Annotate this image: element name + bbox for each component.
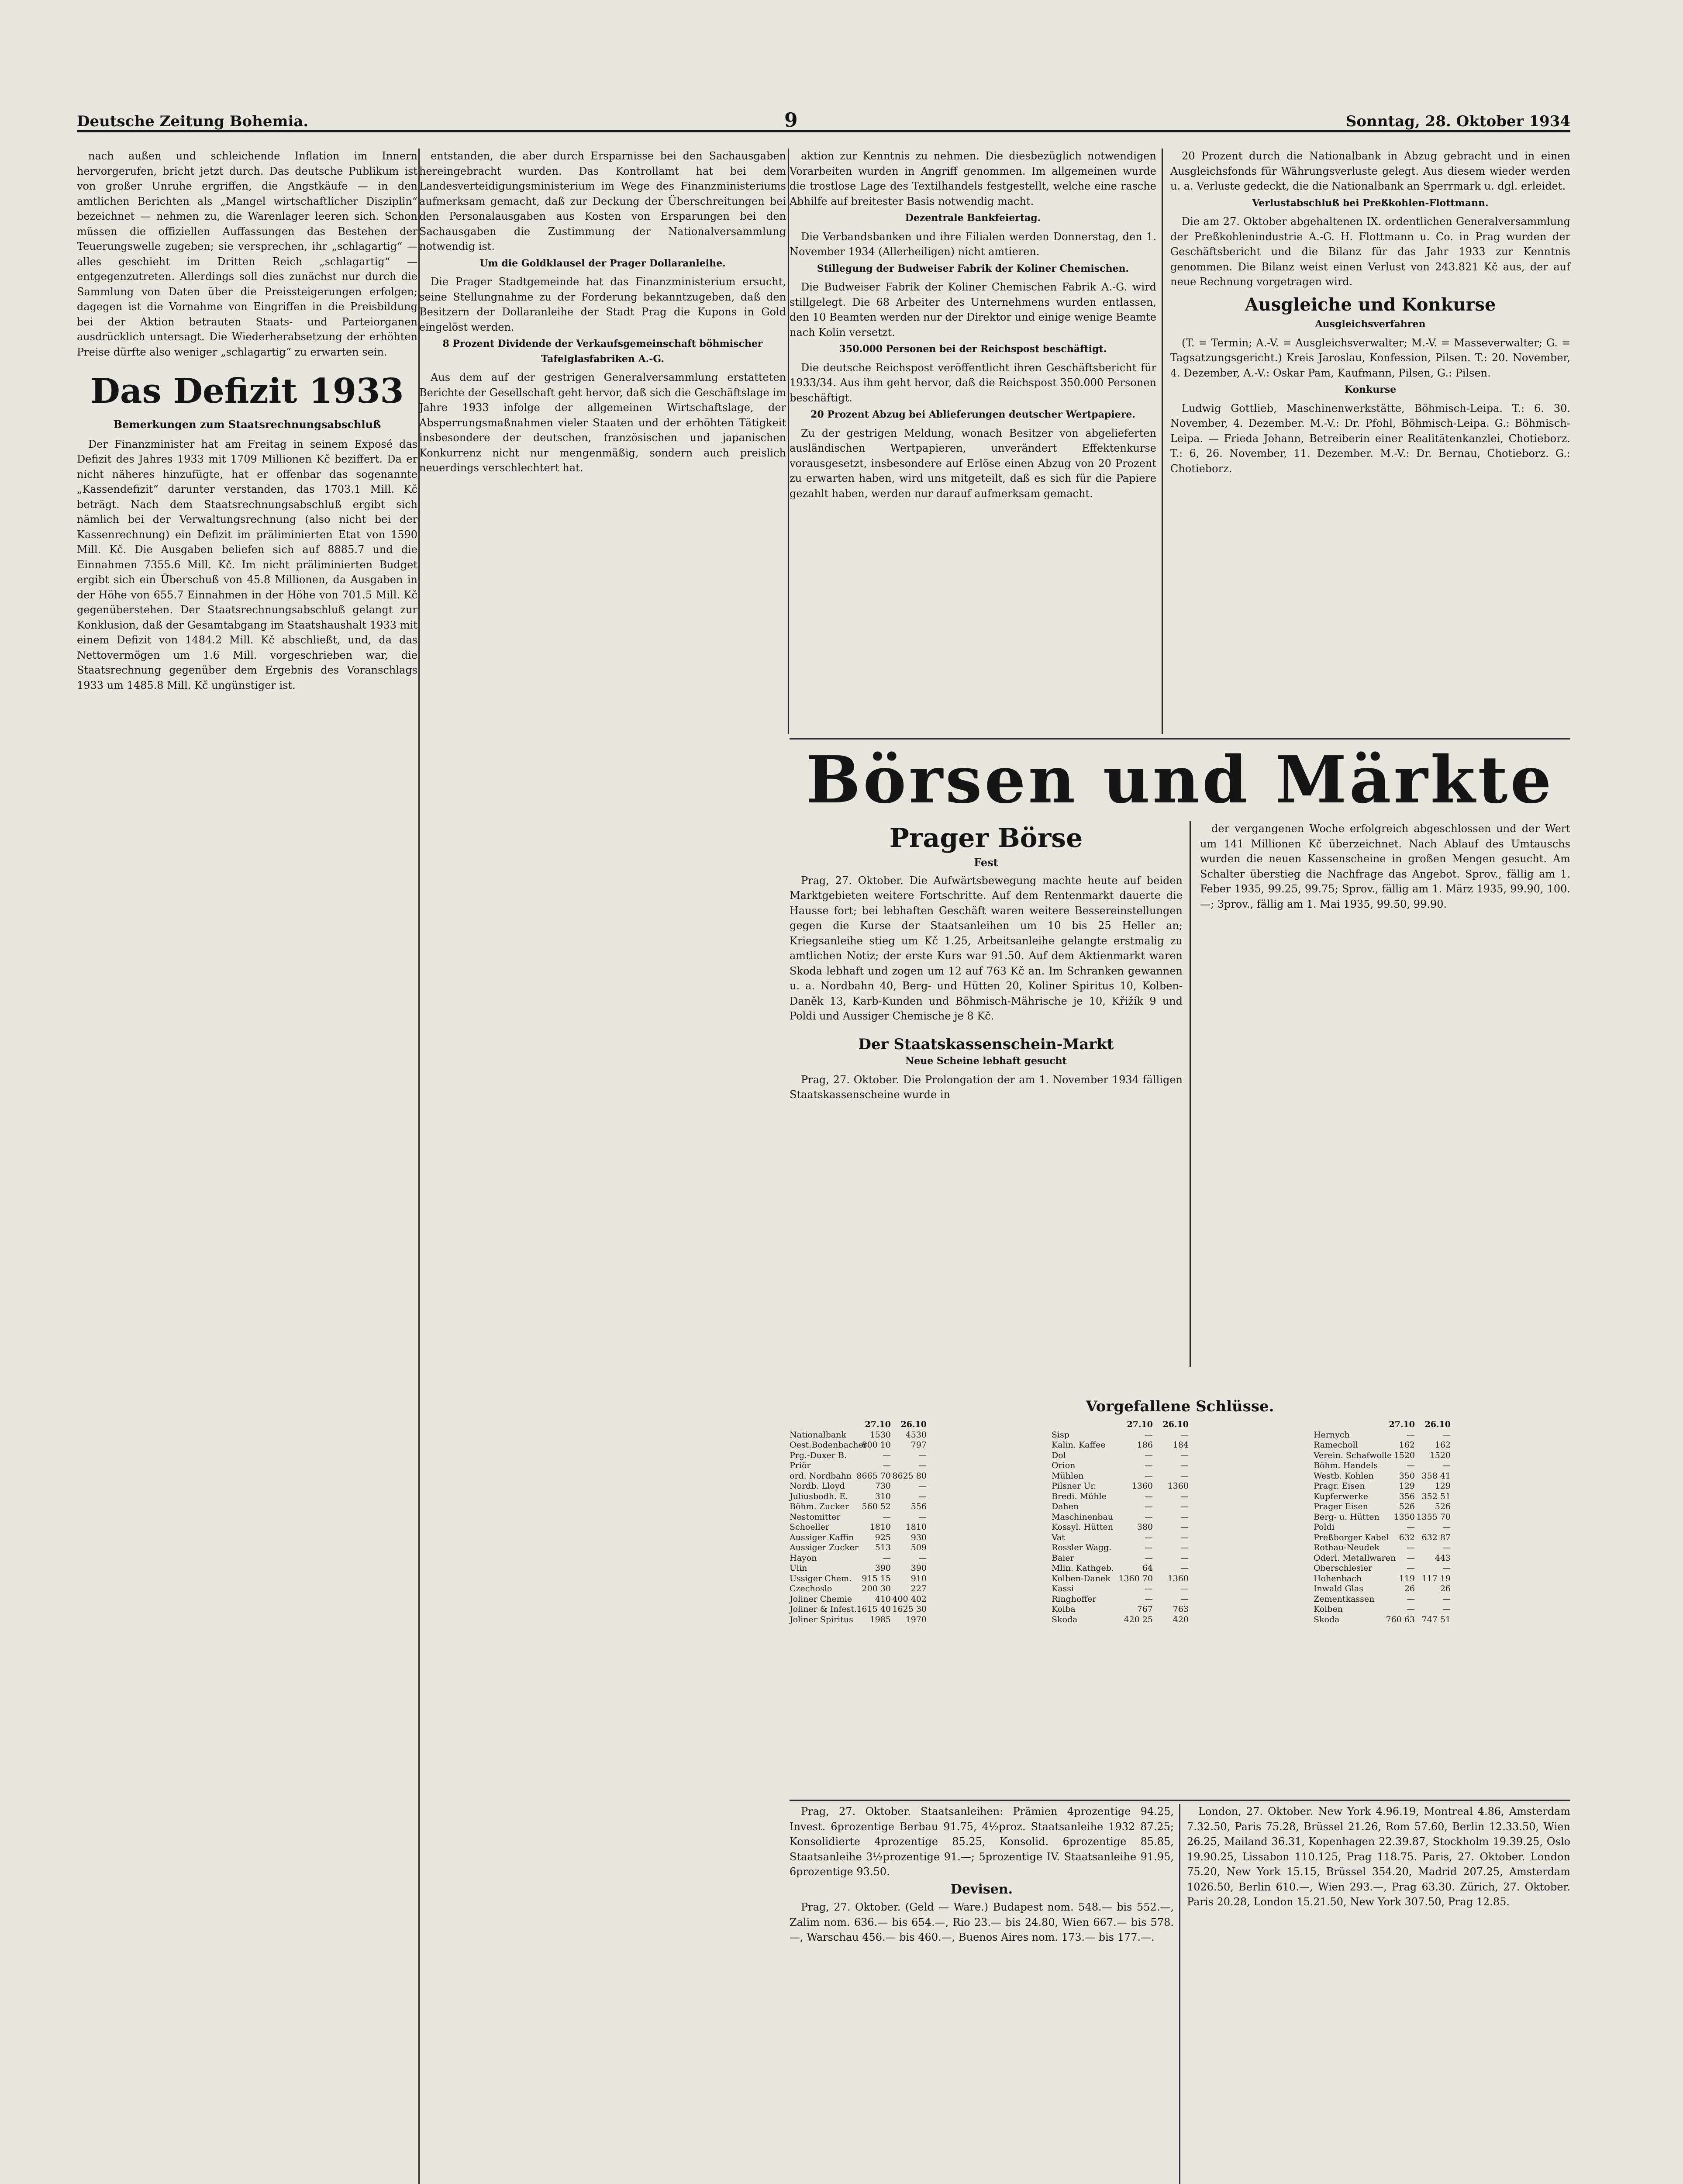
security-name: Poldi	[1314, 1522, 1335, 1532]
security-name: Kolben	[1314, 1604, 1343, 1614]
security-name: Ussiger Chem.	[790, 1573, 852, 1583]
col-header: 27.10	[865, 1420, 891, 1429]
price-cell: 162	[1435, 1440, 1451, 1450]
market-continued	[1200, 821, 1570, 1354]
security-name: Böhm. Zucker	[790, 1502, 849, 1511]
price-cell: 767	[1137, 1604, 1153, 1614]
market-report-continued: der vergangenen Woche erfolgreich abgeschlossen und der Wert um 141 Millionen Kč überzeichnet. Nach Ablauf des Umtauschs wurden die neuen Kassenscheine in großen Mengen gesucht. Am Schalter überstieg die Nachfrage das Angebot. Sprov., fällig am 1. Feber 1935, 99.25, 99.75; Sprov., fällig am 1. März 1935, 99.90, 100.—; 3prov., fällig am 1. Mai 1935, 99.50, 99.90.	[1200, 822, 1570, 910]
table-row	[1314, 1553, 1558, 1564]
article-body: Der Finanzminister hat am Freitag in seinem Exposé das Defizit des Jahres 1933 mit 1709 Millionen Kč beziffert. Da er nicht näheres hinzufügte, hat er offenbar das sogenannte „Kassendefizit“ darunter verstanden, das 1703.1 Mill. Kč beträgt. Nach dem Staatsrechnungsabschluß ergibt sich nämlich bei der Verwaltungsrechnung (also nicht bei der Kassenrechnung) ein Defizit im präliminierten Etat von 1590 Mill. Kč. Die Ausgaben beliefen sich auf 8885.7 und die Einnahmen 7355.6 Mill. Kč. Im nicht präliminierten Budget ergibt sich ein Überschuß von 45.8 Millionen, da Ausgaben in der Höhe von 655.7 Einnahmen in der Höhe von 701.5 Mill. Kč gegenüberstehen. Der Staatsrechnungsabschluß gelangt zur Konklusion, daß der Gesamtabgang im Staatshaushalt 1933 mit einem Defizit von 1484.2 Mill. Kč abschließt, und, da das Nettovermögen um 1.6 Mill. vorgeschrieben war, die Staatsrechnung gegenüber dem Ergebnis des Voranschlags 1933 um 1485.8 Mill. Kč ungünstiger ist.	[77, 438, 417, 691]
lead-paragraph: nach außen und schleichende Inflation im Innern hervorgerufen, bricht jetzt durch. Das deutsche Publikum ist von großer Unruhe ergriffen, die Angstkäufe — in den amtlichen Berichten als „Mangel wirtschaftlicher Disziplin“ bezeichnet — nehmen zu, die Warenlager leeren sich. Schon müssen die offiziellen Auffassungen das Bestehen der Teuerungswelle zugeben; sie versprechen, ihr „schlagartig“ — alles geschieht im Dritten Reich „schlagartig“ — entgegenzutreten. Allerdings soll dies zunächst nur durch die Sammlung von Daten über die Preissteigerungen erfolgen; dagegen ist die Vornahme von Eingriffen in die Preisbildung bei der Aktion betrauten Staats- und Parteiorganen ausdrücklich untersagt. Die Wiederherabsetzung der erhöhten Preise dürfte also weniger „schlagartig“ zu erwarten sein.	[77, 150, 417, 358]
sks-title: Der Staatskassenschein-Markt	[858, 1035, 1114, 1053]
price-cell: —	[1180, 1502, 1189, 1511]
price-cell: —	[1180, 1491, 1189, 1501]
table-row	[1314, 1533, 1558, 1543]
section-body: Die Prager Stadtgemeinde hat das Finanzministerium ersucht, seine Stellungnahme zu der Forderung bekanntzugeben, daß den Besitzern der Dollaranleihe der Stadt Prag die Kupons in Gold eingelöst werden.	[419, 276, 786, 333]
section-body: Die am 27. Oktober abgehaltenen IX. ordentlichen Generalversammlung der Preßkohlenindustrie A.-G. H. Flottmann u. Co. in Prag wurden der Geschäftsbericht und die Bilanz für das Jahr 1933 zur Kenntnis genommen. Die Bilanz weist einen Verlust von 243.821 Kč aus, der auf neue Rechnung vorgetragen wird.	[1170, 215, 1570, 288]
table-row	[790, 1543, 1034, 1553]
section-heading: Verlustabschluß bei Preßkohlen-Flottmann.	[1252, 197, 1489, 209]
table-row	[1052, 1553, 1296, 1564]
price-cell: 1520	[1429, 1450, 1451, 1460]
table-title: Vorgefallene Schlüsse.	[1086, 1398, 1274, 1415]
lead-paragraph: entstanden, die aber durch Ersparnisse bei den Sachausgaben hereingebracht wurden. Das Kontrollamt hat bei dem Landesverteidigungsministerium im Wege des Finanzministeriums aufmerksam gemacht, daß zur Deckung der Überschreitungen bei den Personalausgaben aus Kosten von Ersparungen bei den Sachausgaben die Zustimmung der Nationalversammlung notwendig ist.	[419, 150, 786, 252]
price-cell: —	[1145, 1491, 1153, 1501]
price-cell: —	[918, 1553, 927, 1563]
price-cell: —	[918, 1461, 927, 1470]
price-cell: —	[1442, 1604, 1451, 1614]
section-body: Ludwig Gottlieb, Maschinenwerkstätte, Böhmisch-Leipa. T.: 6. 30. November, 4. Dezember. M.-V.: Dr. Pfohl, Böhmisch-Leipa. G.: Böhmisch-Leipa. — Frieda Johann, Betreiberin einer Realitätenkanzlei, Chotieborz. T.: 6, 26. November, 11. Dezember. M.-V.: Dr. Bernau, Chotieborz. G.: Chotieborz.	[1170, 402, 1570, 475]
table-row	[790, 1615, 1034, 1625]
security-name: Vat	[1052, 1532, 1065, 1542]
price-cell: 129	[1435, 1481, 1451, 1491]
price-cell: —	[1180, 1522, 1189, 1532]
price-cell: 420	[1173, 1614, 1189, 1624]
staatsanleihen-column	[790, 1804, 1174, 2184]
table-row	[1314, 1615, 1558, 1625]
col-header: 27.10	[1127, 1420, 1153, 1429]
security-name: Verein. Schafwolle	[1314, 1450, 1392, 1460]
security-name: Mlin. Kathgeb.	[1052, 1563, 1114, 1573]
security-name: ord. Nordbahn	[790, 1471, 852, 1481]
price-cell: —	[1180, 1553, 1189, 1563]
price-cell: —	[1145, 1471, 1153, 1481]
price-cell: —	[1180, 1584, 1189, 1593]
security-name: Böhm. Handels	[1314, 1461, 1378, 1470]
price-cell: —	[918, 1481, 927, 1491]
issue-date: Sonntag, 28. Oktober 1934	[1345, 113, 1570, 130]
price-cell: 184	[1173, 1440, 1189, 1450]
security-name: Kossyl. Hütten	[1052, 1522, 1114, 1532]
price-cell: —	[1407, 1594, 1415, 1604]
security-name: Czechoslo	[790, 1584, 832, 1593]
section-rule	[790, 1800, 1570, 1801]
section-heading: 8 Prozent Dividende der Verkaufsgemeinschaft böhmischer Tafelglasfabriken A.-G.	[442, 338, 763, 365]
foreign-exchange-report: London, 27. Oktober. New York 4.96.19, Montreal 4.86, Amsterdam 7.32.50, Paris 75.28, Brüssel 21.26, Rom 57.60, Berlin 12.33.50, Wien 26.25, Mailand 36.31, Kopenhagen 22.39.87, Stockholm 19.39.25, Oslo 19.90.25, Lissabon 110.125, Prag 118.75. Paris, 27. Oktober. London 75.20, New York 15.15, Brüssel 354.20, Madrid 207.25, Amsterdam 1026.50, Berlin 610.—, Wien 293.—, Prag 63.30. Zürich, 27. Oktober. Paris 20.28, London 15.21.50, New York 307.50, Prag 12.85.	[1187, 1805, 1570, 1908]
price-cell: —	[1180, 1532, 1189, 1542]
section-body: Aus dem auf der gestrigen Generalversammlung erstatteten Berichte der Gesellschaft geht hervor, daß sich die Geschäftslage im Jahre 1933 infolge der allgemeinen Wirtschaftslage, der Absperrungsmaßnahmen vieler Staaten und der erhöhten Tätigkeit insbesondere der deutschen, französischen und japanischen Konkurrenz nicht nur mengenmäßig, sondern auch preislich neuerdings verschlechtert hat.	[419, 371, 786, 474]
price-cell: 420 25	[1124, 1614, 1153, 1624]
price-cell: —	[883, 1461, 891, 1470]
price-cell: 1810	[905, 1522, 927, 1532]
sks-subtitle: Neue Scheine lebhaft gesucht	[905, 1055, 1067, 1067]
price-cell: 1360	[1167, 1573, 1189, 1583]
column-1	[77, 149, 417, 2184]
price-cell: —	[883, 1450, 891, 1460]
security-name: Skoda	[1314, 1614, 1340, 1624]
sks-body: Prag, 27. Oktober. Die Prolongation der am 1. November 1934 fälligen Staatskassenscheine wurde in	[790, 1073, 1183, 1101]
column-4	[1170, 149, 1570, 734]
table-row	[1052, 1492, 1296, 1502]
security-name: Inwald Glas	[1314, 1584, 1363, 1593]
price-cell: —	[1407, 1430, 1415, 1440]
security-name: Ringhoffer	[1052, 1594, 1097, 1604]
price-cell: 632 87	[1421, 1532, 1451, 1542]
section-title: Ausgleiche und Konkurse	[1245, 294, 1496, 315]
price-cell: 26	[1404, 1584, 1415, 1593]
security-name: Bredi. Mühle	[1052, 1491, 1107, 1501]
price-cell: 227	[910, 1584, 927, 1593]
table-row	[1314, 1471, 1558, 1482]
section-heading: Um die Goldklausel der Prager Dollaranleihe.	[479, 257, 726, 269]
table-row	[790, 1512, 1034, 1523]
security-name: Hernych	[1314, 1430, 1350, 1440]
price-cell: 352 51	[1421, 1491, 1451, 1501]
table-row	[790, 1451, 1034, 1461]
article-title: Das Defizit 1933	[90, 371, 404, 411]
price-cell: —	[918, 1491, 927, 1501]
table-row	[1052, 1481, 1296, 1492]
price-cell: 1350	[1393, 1512, 1415, 1522]
table-left-block	[790, 1420, 1034, 1625]
security-name: Kolben-Danek	[1052, 1573, 1111, 1583]
table-row	[790, 1492, 1034, 1502]
col-header: 26.10	[900, 1420, 927, 1429]
table-row	[1052, 1522, 1296, 1533]
price-cell: 380	[1137, 1522, 1153, 1532]
price-cell: —	[1145, 1502, 1153, 1511]
price-cell: —	[1442, 1430, 1451, 1440]
price-cell: 162	[1399, 1440, 1415, 1450]
price-cell: 910	[910, 1573, 927, 1583]
table-row	[790, 1522, 1034, 1533]
security-name: Prg.-Duxer B.	[790, 1450, 847, 1460]
table-row	[1052, 1451, 1296, 1461]
security-name: Rossler Wagg.	[1052, 1543, 1112, 1552]
security-name: Kolba	[1052, 1604, 1076, 1614]
table-right-block	[1314, 1420, 1558, 1625]
closing-prices-table	[790, 1398, 1570, 1800]
price-cell: —	[1407, 1522, 1415, 1532]
table-row	[1052, 1440, 1296, 1451]
table-row	[1052, 1533, 1296, 1543]
price-cell: 1360	[1167, 1481, 1189, 1491]
table-row	[790, 1574, 1034, 1584]
price-cell: 64	[1142, 1563, 1153, 1573]
price-cell: —	[1407, 1553, 1415, 1563]
table-row	[1314, 1461, 1558, 1471]
price-cell: 800 10	[862, 1440, 891, 1450]
security-name: Rothau-Neudek	[1314, 1543, 1380, 1552]
table-row	[790, 1594, 1034, 1605]
price-cell: —	[1180, 1543, 1189, 1552]
column-rule	[1179, 1804, 1180, 2184]
security-name: Mühlen	[1052, 1471, 1084, 1481]
col-header: 26.10	[1424, 1420, 1451, 1429]
markets-title: Börsen und Märkte	[806, 742, 1554, 818]
security-name: Hayon	[790, 1553, 817, 1563]
security-name: Pilsner Ur.	[1052, 1481, 1097, 1491]
price-cell: 1530	[869, 1430, 891, 1440]
price-cell: 26	[1440, 1584, 1451, 1593]
col-header: 26.10	[1162, 1420, 1189, 1429]
price-cell: —	[1407, 1461, 1415, 1470]
column-3	[790, 149, 1156, 734]
security-name: Aussiger Zucker	[790, 1543, 859, 1552]
price-cell: —	[1180, 1461, 1189, 1470]
security-name: Joliner Chemie	[790, 1594, 852, 1604]
section-body: Die Verbandsbanken und ihre Filialen werden Donnerstag, den 1. November 1934 (Allerheiligen) nicht amtieren.	[790, 230, 1156, 258]
price-cell: 1625 30	[892, 1604, 927, 1614]
security-name: Sisp	[1052, 1430, 1070, 1440]
lead-paragraph: aktion zur Kenntnis zu nehmen. Die diesbezüglich notwendigen Vorarbeiten wurden in Angriff genommen. Im allgemeinen wurde die trostlose Lage des Textilhandels festgestellt, welche eine rasche Abhilfe auf breitester Basis notwendig macht.	[790, 150, 1156, 207]
security-name: Baier	[1052, 1553, 1074, 1563]
price-cell: 119	[1399, 1573, 1415, 1583]
table-row	[1052, 1502, 1296, 1512]
table-row	[1314, 1440, 1558, 1451]
price-cell: 560 52	[862, 1502, 891, 1511]
table-row	[1314, 1430, 1558, 1441]
price-cell: 356	[1399, 1491, 1415, 1501]
table-row	[1052, 1604, 1296, 1615]
price-cell: 763	[1173, 1604, 1189, 1614]
column-2	[419, 149, 786, 734]
price-cell: —	[883, 1553, 891, 1563]
security-name: Prager Eisen	[1314, 1502, 1368, 1511]
price-cell: 358 41	[1421, 1471, 1451, 1481]
table-row	[790, 1440, 1034, 1451]
price-cell: —	[1145, 1584, 1153, 1593]
price-cell: 400 402	[892, 1594, 927, 1604]
price-cell: 129	[1399, 1481, 1415, 1491]
table-row	[1314, 1481, 1558, 1492]
security-name: Joliner & Infest.	[790, 1604, 857, 1614]
security-name: Maschinenbau	[1052, 1512, 1113, 1522]
section-body: Zu der gestrigen Meldung, wonach Besitzer von abgelieferten ausländischen Wertpapieren, unverändert Effektenkurse vorausgesetzt, insbesondere auf Erlöse einen Abzug von 20 Prozent zu erwarten haben, wird uns mitgeteilt, daß es sich für die Papiere gezahlt haben, werden nur darauf aufmerksam gemacht.	[790, 427, 1156, 500]
price-cell: —	[1180, 1430, 1189, 1440]
price-cell: 1360	[1131, 1481, 1153, 1491]
table-row	[790, 1461, 1034, 1471]
security-name: Oest.Bodenbacher	[790, 1440, 867, 1450]
table-row	[790, 1584, 1034, 1594]
price-cell: —	[1145, 1553, 1153, 1563]
security-name: Ulin	[790, 1563, 807, 1573]
price-cell: —	[1145, 1461, 1153, 1470]
price-cell: 117 19	[1421, 1573, 1451, 1583]
devisen-title: Devisen.	[950, 1881, 1013, 1897]
security-name: Preßborger Kabel	[1314, 1532, 1389, 1542]
price-cell: 350	[1399, 1471, 1415, 1481]
column-rule	[1190, 821, 1191, 1367]
price-cell: —	[1145, 1532, 1153, 1542]
table-row	[790, 1430, 1034, 1441]
table-row	[1314, 1584, 1558, 1594]
table-row	[790, 1471, 1034, 1482]
section-body: (T. = Termin; A.-V. = Ausgleichsverwalter; M.-V. = Masseverwalter; G. = Tagsatzungsgericht.) Kreis Jaroslau, Konfession, Pilsen. T.: 20. November, 4. Dezember, A.-V.: Oskar Pam, Kaufmann, Pilsen, G.: Pilsen.	[1170, 336, 1570, 379]
price-cell: 310	[875, 1491, 891, 1501]
foreign-exchange-column	[1187, 1804, 1570, 2184]
table-row	[1314, 1451, 1558, 1461]
price-cell: —	[918, 1450, 927, 1460]
security-name: Joliner Spiritus	[790, 1614, 853, 1624]
security-name: Kupferwerke	[1314, 1491, 1368, 1501]
devisen-report: Prag, 27. Oktober. (Geld — Ware.) Budapest nom. 548.— bis 552.—, Zalim nom. 636.— bis 654.—, Rio 23.— bis 24.80, Wien 667.— bis 578.—, Warschau 456.— bis 460.—, Buenos Aires nom. 173.— bis 177.—.	[790, 1901, 1174, 1943]
security-name: Orion	[1052, 1461, 1076, 1470]
section-heading: 350.000 Personen bei der Reichspost beschäftigt.	[839, 343, 1107, 355]
table-row	[1052, 1512, 1296, 1523]
security-name: Kalin. Kaffee	[1052, 1440, 1106, 1450]
price-cell: 1520	[1393, 1450, 1415, 1460]
price-cell: 186	[1137, 1440, 1153, 1450]
table-row	[790, 1481, 1034, 1492]
running-head	[77, 109, 1570, 132]
table-row	[790, 1533, 1034, 1543]
table-row	[1314, 1574, 1558, 1584]
price-cell: 925	[875, 1532, 891, 1542]
price-cell: 513	[875, 1543, 891, 1552]
price-cell: 390	[875, 1563, 891, 1573]
table-row	[1052, 1594, 1296, 1605]
table-row	[1314, 1492, 1558, 1502]
price-cell: 200 30	[862, 1584, 891, 1593]
price-cell: 915 15	[862, 1573, 891, 1583]
section-body: Die deutsche Reichspost veröffentlicht ihren Geschäftsbericht für 1933/34. Aus ihm geht hervor, daß die Reichspost 350.000 Personen beschäftigt.	[790, 361, 1156, 404]
table-row	[790, 1563, 1034, 1574]
price-cell: —	[1442, 1543, 1451, 1552]
price-cell: —	[1407, 1543, 1415, 1552]
table-row	[790, 1553, 1034, 1564]
price-cell: 526	[1399, 1502, 1415, 1511]
price-cell: —	[1180, 1594, 1189, 1604]
price-cell: —	[1145, 1594, 1153, 1604]
security-name: Ramecholl	[1314, 1440, 1358, 1450]
table-row	[1052, 1543, 1296, 1553]
price-cell: 509	[910, 1543, 927, 1552]
table-mid-block	[1052, 1420, 1296, 1625]
price-cell: 1355 70	[1416, 1512, 1451, 1522]
section-heading: 20 Prozent Abzug bei Ablieferungen deutscher Wertpapiere.	[810, 409, 1135, 420]
table-row	[1314, 1512, 1558, 1523]
table-row	[1052, 1563, 1296, 1574]
price-cell: 8665 70	[856, 1471, 891, 1481]
price-cell: —	[1407, 1604, 1415, 1614]
price-cell: 443	[1435, 1553, 1451, 1563]
market-tone: Fest	[974, 856, 998, 869]
price-cell: 8625 80	[892, 1471, 927, 1481]
table-row	[1314, 1594, 1558, 1605]
table-row	[1052, 1471, 1296, 1482]
price-cell: 1970	[905, 1614, 927, 1624]
lead-paragraph: 20 Prozent durch die Nationalbank in Abzug gebracht und in einen Ausgleichsfonds für Währungsverluste gelegt. Aus diesem wieder werden u. a. Verluste gedeckt, die die Nationalbank an Sperrmark u. dgl. erleidet.	[1170, 150, 1570, 192]
price-cell: —	[1180, 1563, 1189, 1573]
section-subheading: Konkurse	[1344, 384, 1397, 395]
table-row	[1314, 1502, 1558, 1512]
price-cell: 632	[1399, 1532, 1415, 1542]
security-name: Dol	[1052, 1450, 1066, 1460]
table-row	[1052, 1461, 1296, 1471]
price-cell: 1615 40	[856, 1604, 891, 1614]
price-cell: 930	[910, 1532, 927, 1542]
price-cell: 526	[1435, 1502, 1451, 1511]
price-cell: —	[1145, 1450, 1153, 1460]
price-cell: —	[1442, 1522, 1451, 1532]
security-name: Pragr. Eisen	[1314, 1481, 1365, 1491]
article-subtitle: Bemerkungen zum Staatsrechnungsabschluß	[113, 418, 381, 431]
price-cell: 410	[875, 1594, 891, 1604]
price-cell: —	[1442, 1563, 1451, 1573]
security-name: Juliusbodh. E.	[790, 1491, 848, 1501]
price-cell: —	[1442, 1594, 1451, 1604]
security-name: Aussiger Kaffin	[790, 1532, 854, 1542]
price-cell: —	[918, 1512, 927, 1522]
price-cell: —	[1145, 1543, 1153, 1552]
price-cell: —	[1442, 1461, 1451, 1470]
price-cell: —	[1145, 1512, 1153, 1522]
price-cell: —	[1180, 1512, 1189, 1522]
price-cell: —	[1180, 1450, 1189, 1460]
table-row	[790, 1604, 1034, 1615]
security-name: Westb. Kohlen	[1314, 1471, 1374, 1481]
section-rule	[790, 738, 1570, 740]
price-cell: 556	[910, 1502, 927, 1511]
price-cell: 797	[910, 1440, 927, 1450]
price-cell: 1985	[869, 1614, 891, 1624]
page-number: 9	[784, 109, 798, 131]
staatsanleihen-report: Prag, 27. Oktober. Staatsanleihen: Prämien 4prozentige 94.25, Invest. 6prozentige Berbau 91.75, 4½proz. Staatsanleihe 1932 87.25; Konsolidierte 4prozentige 85.25, Konsolid. 6prozentige 85.85, Staatsanleihe 3½prozentige 91.—; 5prozentige IV. Staatsanleihe 91.95, 6prozentige 93.50.	[790, 1805, 1174, 1878]
table-row	[1314, 1604, 1558, 1615]
security-name: Kassi	[1052, 1584, 1074, 1593]
table-row	[1052, 1430, 1296, 1441]
security-name: Zementkassen	[1314, 1594, 1375, 1604]
price-cell: —	[883, 1512, 891, 1522]
security-name: Nationalbank	[790, 1430, 846, 1440]
col-header: 27.10	[1389, 1420, 1415, 1429]
price-cell: —	[1180, 1471, 1189, 1481]
price-cell: 1810	[869, 1522, 891, 1532]
security-name: Berg- u. Hütten	[1314, 1512, 1380, 1522]
section-heading: Stillegung der Budweiser Fabrik der Koliner Chemischen.	[817, 263, 1129, 274]
security-name: Oderl. Metallwaren	[1314, 1553, 1396, 1563]
table-row	[1052, 1584, 1296, 1594]
section-heading: Dezentrale Bankfeiertag.	[905, 212, 1041, 224]
price-cell: 390	[910, 1563, 927, 1573]
price-cell: 1360 70	[1118, 1573, 1153, 1583]
price-cell: —	[1145, 1430, 1153, 1440]
table-row	[1314, 1563, 1558, 1574]
masthead: Deutsche Zeitung Bohemia.	[77, 113, 309, 130]
column-rule	[788, 149, 789, 734]
security-name: Nestomitter	[790, 1512, 841, 1522]
table-row	[1052, 1574, 1296, 1584]
price-cell: 4530	[905, 1430, 927, 1440]
table-row	[1314, 1522, 1558, 1533]
security-name: Dahen	[1052, 1502, 1079, 1511]
table-row	[1314, 1543, 1558, 1553]
section-body: Die Budweiser Fabrik der Koliner Chemischen Fabrik A.-G. wird stillgelegt. Die 68 Arbeiter des Unternehmens wurden entlassen, den 10 Beamten werden nur der Direktor und einige wenige Beamte nach Kolin versetzt.	[790, 281, 1156, 339]
prager-title: Prager Börse	[889, 823, 1083, 854]
price-cell: 760 63	[1386, 1614, 1415, 1624]
table-row	[1052, 1615, 1296, 1625]
section-subheading: Ausgleichsverfahren	[1315, 318, 1426, 330]
security-name: Hohenbach	[1314, 1573, 1362, 1583]
security-name: Nordb. Lloyd	[790, 1481, 845, 1491]
market-report: Prag, 27. Oktober. Die Aufwärtsbewegung machte heute auf beiden Marktgebieten weitere Fortschritte. Auf dem Rentenmarkt dauerte die Hausse fort; bei lebhaften Geschäft waren weitere Bessereinstellungen gegen die Kurse der Staatsanleihen um 10 bis 25 Heller an; Kriegsanleihe stieg um Kč 1.25, Arbeitsanleihe gelangte erstmalig zu amtlichen Notiz; der erste Kurs war 91.50. Auf dem Aktienmarkt waren Skoda lebhaft und zogen um 12 auf 763 Kč an. Im Schranken gewannen u. a. Nordbahn 40, Berg- und Hütten 20, Koliner Spiritus 10, Kolben-Daněk 13, Karb-Kunden und Böhmisch-Mährische je 10, Křižík 9 und Poldi und Aussiger Chemische je 8 Kč.	[790, 874, 1183, 1022]
security-name: Skoda	[1052, 1614, 1078, 1624]
column-rule	[1162, 149, 1163, 734]
price-cell: 747 51	[1421, 1614, 1451, 1624]
price-cell: —	[1407, 1563, 1415, 1573]
table-row	[790, 1502, 1034, 1512]
security-name: Schoeller	[790, 1522, 830, 1532]
price-cell: 730	[875, 1481, 891, 1491]
security-name: Oberschlesier	[1314, 1563, 1373, 1573]
security-name: Priör	[790, 1461, 811, 1470]
